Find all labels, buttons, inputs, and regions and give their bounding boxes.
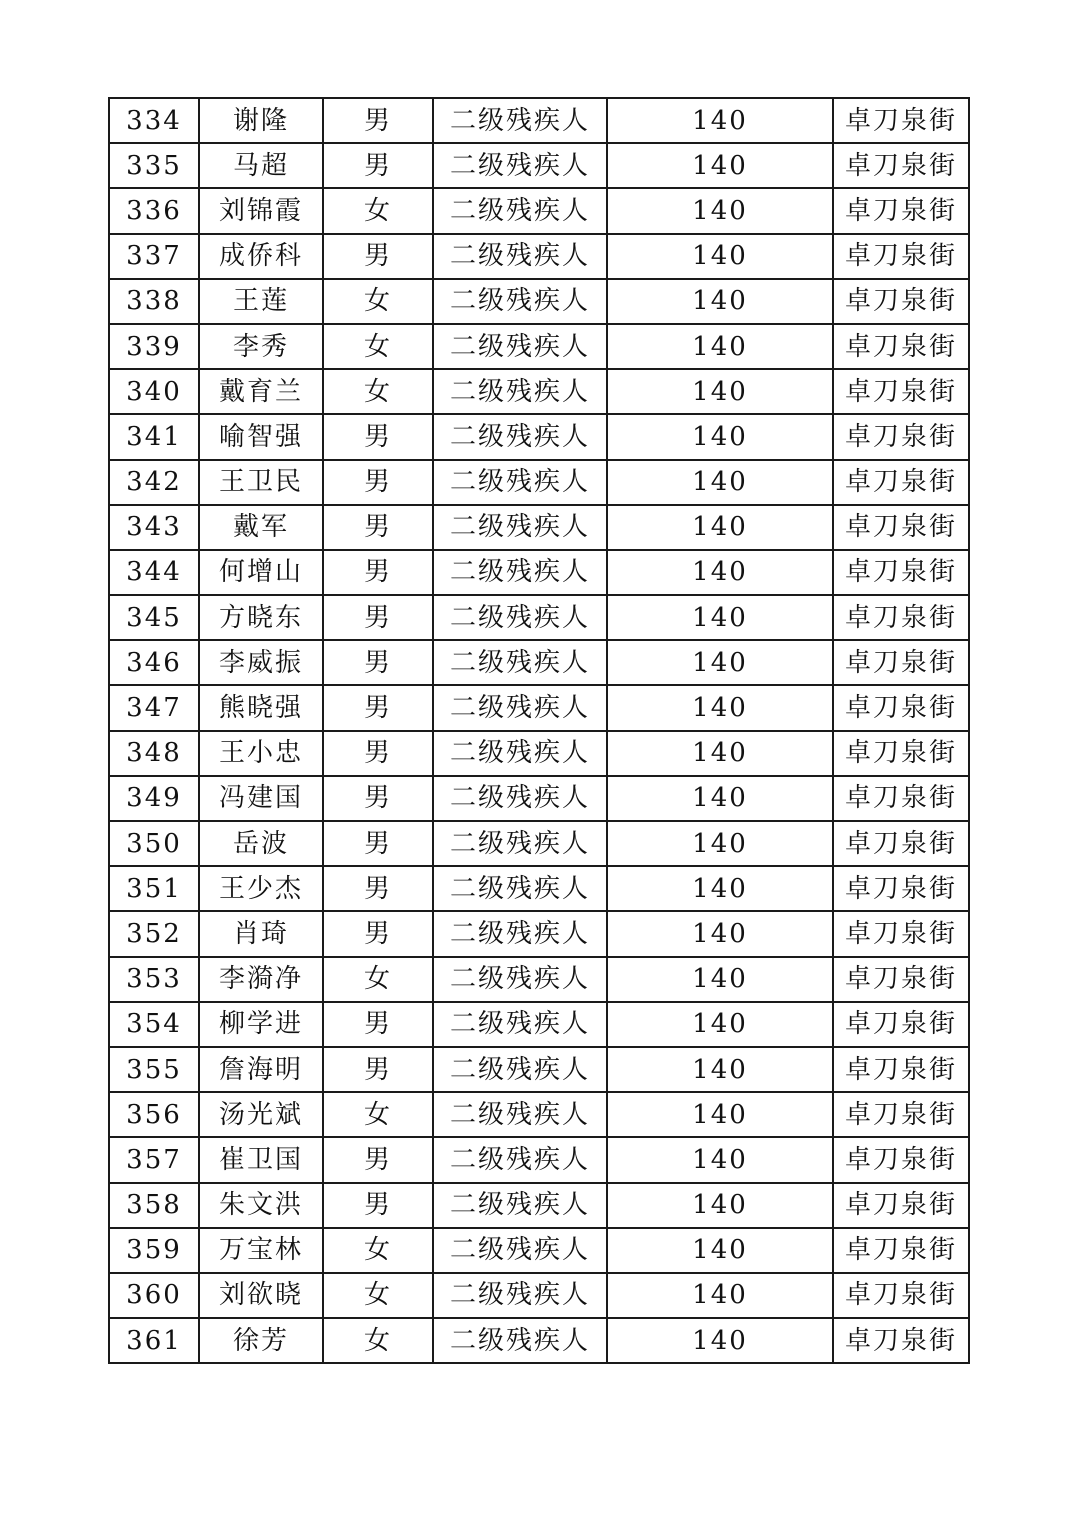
gender-cell: 男 [323, 234, 433, 279]
table-row [109, 1228, 969, 1273]
name-cell: 马超 [199, 143, 323, 188]
row-number-cell: 343 [109, 505, 199, 550]
table-row [109, 98, 969, 143]
row-number-cell: 355 [109, 1047, 199, 1092]
gender-cell: 女 [323, 1273, 433, 1318]
street-cell: 卓刀泉街 [833, 1047, 969, 1092]
table-row [109, 369, 969, 414]
table-row [109, 279, 969, 324]
amount-cell: 140 [607, 1137, 833, 1182]
table-row [109, 1183, 969, 1228]
row-number-cell: 349 [109, 776, 199, 821]
disability-level-cell: 二级残疾人 [433, 640, 607, 685]
row-number-cell: 358 [109, 1183, 199, 1228]
disability-level-cell: 二级残疾人 [433, 505, 607, 550]
name-cell: 柳学进 [199, 1002, 323, 1047]
gender-cell: 男 [323, 143, 433, 188]
name-cell: 徐芳 [199, 1318, 323, 1363]
disability-level-cell: 二级残疾人 [433, 1183, 607, 1228]
gender-cell: 男 [323, 1047, 433, 1092]
street-cell: 卓刀泉街 [833, 821, 969, 866]
amount-cell: 140 [607, 98, 833, 143]
gender-cell: 女 [323, 957, 433, 1002]
table-row [109, 821, 969, 866]
disability-level-cell: 二级残疾人 [433, 279, 607, 324]
disability-level-cell: 二级残疾人 [433, 98, 607, 143]
disability-level-cell: 二级残疾人 [433, 414, 607, 459]
table-row [109, 685, 969, 730]
table-row [109, 188, 969, 233]
amount-cell: 140 [607, 1092, 833, 1137]
street-cell: 卓刀泉街 [833, 640, 969, 685]
street-cell: 卓刀泉街 [833, 1092, 969, 1137]
name-cell: 崔卫国 [199, 1137, 323, 1182]
name-cell: 冯建国 [199, 776, 323, 821]
row-number-cell: 361 [109, 1318, 199, 1363]
amount-cell: 140 [607, 188, 833, 233]
disability-level-cell: 二级残疾人 [433, 776, 607, 821]
amount-cell: 140 [607, 911, 833, 956]
row-number-cell: 348 [109, 731, 199, 776]
street-cell: 卓刀泉街 [833, 324, 969, 369]
street-cell: 卓刀泉街 [833, 98, 969, 143]
amount-cell: 140 [607, 143, 833, 188]
street-cell: 卓刀泉街 [833, 460, 969, 505]
row-number-cell: 335 [109, 143, 199, 188]
street-cell: 卓刀泉街 [833, 866, 969, 911]
gender-cell: 女 [323, 369, 433, 414]
street-cell: 卓刀泉街 [833, 143, 969, 188]
amount-cell: 140 [607, 731, 833, 776]
name-cell: 熊晓强 [199, 685, 323, 730]
name-cell: 李漪净 [199, 957, 323, 1002]
amount-cell: 140 [607, 279, 833, 324]
disability-level-cell: 二级残疾人 [433, 1092, 607, 1137]
row-number-cell: 334 [109, 98, 199, 143]
street-cell: 卓刀泉街 [833, 1318, 969, 1363]
row-number-cell: 337 [109, 234, 199, 279]
gender-cell: 女 [323, 1228, 433, 1273]
street-cell: 卓刀泉街 [833, 685, 969, 730]
disability-level-cell: 二级残疾人 [433, 143, 607, 188]
name-cell: 李秀 [199, 324, 323, 369]
row-number-cell: 347 [109, 685, 199, 730]
row-number-cell: 341 [109, 414, 199, 459]
gender-cell: 男 [323, 731, 433, 776]
gender-cell: 男 [323, 595, 433, 640]
gender-cell: 男 [323, 911, 433, 956]
row-number-cell: 357 [109, 1137, 199, 1182]
street-cell: 卓刀泉街 [833, 369, 969, 414]
disability-level-cell: 二级残疾人 [433, 595, 607, 640]
amount-cell: 140 [607, 1273, 833, 1318]
name-cell: 王卫民 [199, 460, 323, 505]
disability-level-cell: 二级残疾人 [433, 1273, 607, 1318]
gender-cell: 女 [323, 279, 433, 324]
disability-level-cell: 二级残疾人 [433, 460, 607, 505]
table-row [109, 505, 969, 550]
row-number-cell: 342 [109, 460, 199, 505]
disability-level-cell: 二级残疾人 [433, 234, 607, 279]
street-cell: 卓刀泉街 [833, 279, 969, 324]
disability-level-cell: 二级残疾人 [433, 731, 607, 776]
disability-level-cell: 二级残疾人 [433, 1228, 607, 1273]
row-number-cell: 346 [109, 640, 199, 685]
row-number-cell: 353 [109, 957, 199, 1002]
gender-cell: 男 [323, 685, 433, 730]
row-number-cell: 350 [109, 821, 199, 866]
amount-cell: 140 [607, 550, 833, 595]
gender-cell: 男 [323, 776, 433, 821]
table-row [109, 234, 969, 279]
disability-level-cell: 二级残疾人 [433, 1137, 607, 1182]
disability-level-cell: 二级残疾人 [433, 685, 607, 730]
row-number-cell: 351 [109, 866, 199, 911]
disability-level-cell: 二级残疾人 [433, 324, 607, 369]
name-cell: 汤光斌 [199, 1092, 323, 1137]
disability-level-cell: 二级残疾人 [433, 369, 607, 414]
row-number-cell: 356 [109, 1092, 199, 1137]
name-cell: 喻智强 [199, 414, 323, 459]
table-row [109, 640, 969, 685]
name-cell: 岳波 [199, 821, 323, 866]
row-number-cell: 344 [109, 550, 199, 595]
street-cell: 卓刀泉街 [833, 1183, 969, 1228]
table-row [109, 460, 969, 505]
gender-cell: 男 [323, 866, 433, 911]
table-row [109, 957, 969, 1002]
table-row [109, 731, 969, 776]
name-cell: 何增山 [199, 550, 323, 595]
disability-level-cell: 二级残疾人 [433, 866, 607, 911]
table-row [109, 595, 969, 640]
gender-cell: 男 [323, 1137, 433, 1182]
amount-cell: 140 [607, 957, 833, 1002]
gender-cell: 男 [323, 821, 433, 866]
street-cell: 卓刀泉街 [833, 957, 969, 1002]
row-number-cell: 360 [109, 1273, 199, 1318]
row-number-cell: 336 [109, 188, 199, 233]
name-cell: 王小忠 [199, 731, 323, 776]
gender-cell: 男 [323, 1002, 433, 1047]
row-number-cell: 340 [109, 369, 199, 414]
street-cell: 卓刀泉街 [833, 234, 969, 279]
street-cell: 卓刀泉街 [833, 911, 969, 956]
table-row [109, 1137, 969, 1182]
street-cell: 卓刀泉街 [833, 731, 969, 776]
name-cell: 朱文洪 [199, 1183, 323, 1228]
table-row [109, 1047, 969, 1092]
street-cell: 卓刀泉街 [833, 1273, 969, 1318]
amount-cell: 140 [607, 1047, 833, 1092]
row-number-cell: 352 [109, 911, 199, 956]
amount-cell: 140 [607, 369, 833, 414]
disability-level-cell: 二级残疾人 [433, 821, 607, 866]
gender-cell: 女 [323, 1318, 433, 1363]
amount-cell: 140 [607, 414, 833, 459]
name-cell: 詹海明 [199, 1047, 323, 1092]
street-cell: 卓刀泉街 [833, 1002, 969, 1047]
street-cell: 卓刀泉街 [833, 776, 969, 821]
table-row [109, 1318, 969, 1363]
amount-cell: 140 [607, 685, 833, 730]
name-cell: 谢隆 [199, 98, 323, 143]
disability-level-cell: 二级残疾人 [433, 1002, 607, 1047]
row-number-cell: 345 [109, 595, 199, 640]
name-cell: 刘锦霞 [199, 188, 323, 233]
name-cell: 王少杰 [199, 866, 323, 911]
name-cell: 李威振 [199, 640, 323, 685]
amount-cell: 140 [607, 640, 833, 685]
amount-cell: 140 [607, 505, 833, 550]
street-cell: 卓刀泉街 [833, 505, 969, 550]
name-cell: 成侨科 [199, 234, 323, 279]
street-cell: 卓刀泉街 [833, 595, 969, 640]
amount-cell: 140 [607, 866, 833, 911]
name-cell: 刘欲晓 [199, 1273, 323, 1318]
amount-cell: 140 [607, 595, 833, 640]
roster-table [108, 97, 970, 1364]
row-number-cell: 339 [109, 324, 199, 369]
street-cell: 卓刀泉街 [833, 414, 969, 459]
table-row [109, 550, 969, 595]
disability-level-cell: 二级残疾人 [433, 550, 607, 595]
gender-cell: 女 [323, 1092, 433, 1137]
amount-cell: 140 [607, 1002, 833, 1047]
table-row [109, 866, 969, 911]
amount-cell: 140 [607, 1228, 833, 1273]
amount-cell: 140 [607, 1318, 833, 1363]
table-row [109, 911, 969, 956]
name-cell: 戴育兰 [199, 369, 323, 414]
amount-cell: 140 [607, 234, 833, 279]
name-cell: 戴军 [199, 505, 323, 550]
amount-cell: 140 [607, 324, 833, 369]
table-row [109, 324, 969, 369]
gender-cell: 男 [323, 505, 433, 550]
amount-cell: 140 [607, 460, 833, 505]
table-row [109, 414, 969, 459]
name-cell: 肖琦 [199, 911, 323, 956]
name-cell: 方晓东 [199, 595, 323, 640]
gender-cell: 男 [323, 550, 433, 595]
table-row [109, 1092, 969, 1137]
gender-cell: 女 [323, 188, 433, 233]
disability-level-cell: 二级残疾人 [433, 1318, 607, 1363]
amount-cell: 140 [607, 776, 833, 821]
street-cell: 卓刀泉街 [833, 550, 969, 595]
table-row [109, 776, 969, 821]
row-number-cell: 354 [109, 1002, 199, 1047]
amount-cell: 140 [607, 821, 833, 866]
gender-cell: 男 [323, 414, 433, 459]
roster-table-body [109, 98, 969, 1363]
street-cell: 卓刀泉街 [833, 188, 969, 233]
street-cell: 卓刀泉街 [833, 1137, 969, 1182]
name-cell: 王莲 [199, 279, 323, 324]
row-number-cell: 359 [109, 1228, 199, 1273]
amount-cell: 140 [607, 1183, 833, 1228]
row-number-cell: 338 [109, 279, 199, 324]
table-row [109, 143, 969, 188]
disability-level-cell: 二级残疾人 [433, 188, 607, 233]
disability-level-cell: 二级残疾人 [433, 957, 607, 1002]
gender-cell: 男 [323, 98, 433, 143]
street-cell: 卓刀泉街 [833, 1228, 969, 1273]
name-cell: 万宝林 [199, 1228, 323, 1273]
gender-cell: 男 [323, 1183, 433, 1228]
disability-level-cell: 二级残疾人 [433, 911, 607, 956]
gender-cell: 男 [323, 460, 433, 505]
gender-cell: 女 [323, 324, 433, 369]
gender-cell: 男 [323, 640, 433, 685]
disability-level-cell: 二级残疾人 [433, 1047, 607, 1092]
table-row [109, 1273, 969, 1318]
table-row [109, 1002, 969, 1047]
